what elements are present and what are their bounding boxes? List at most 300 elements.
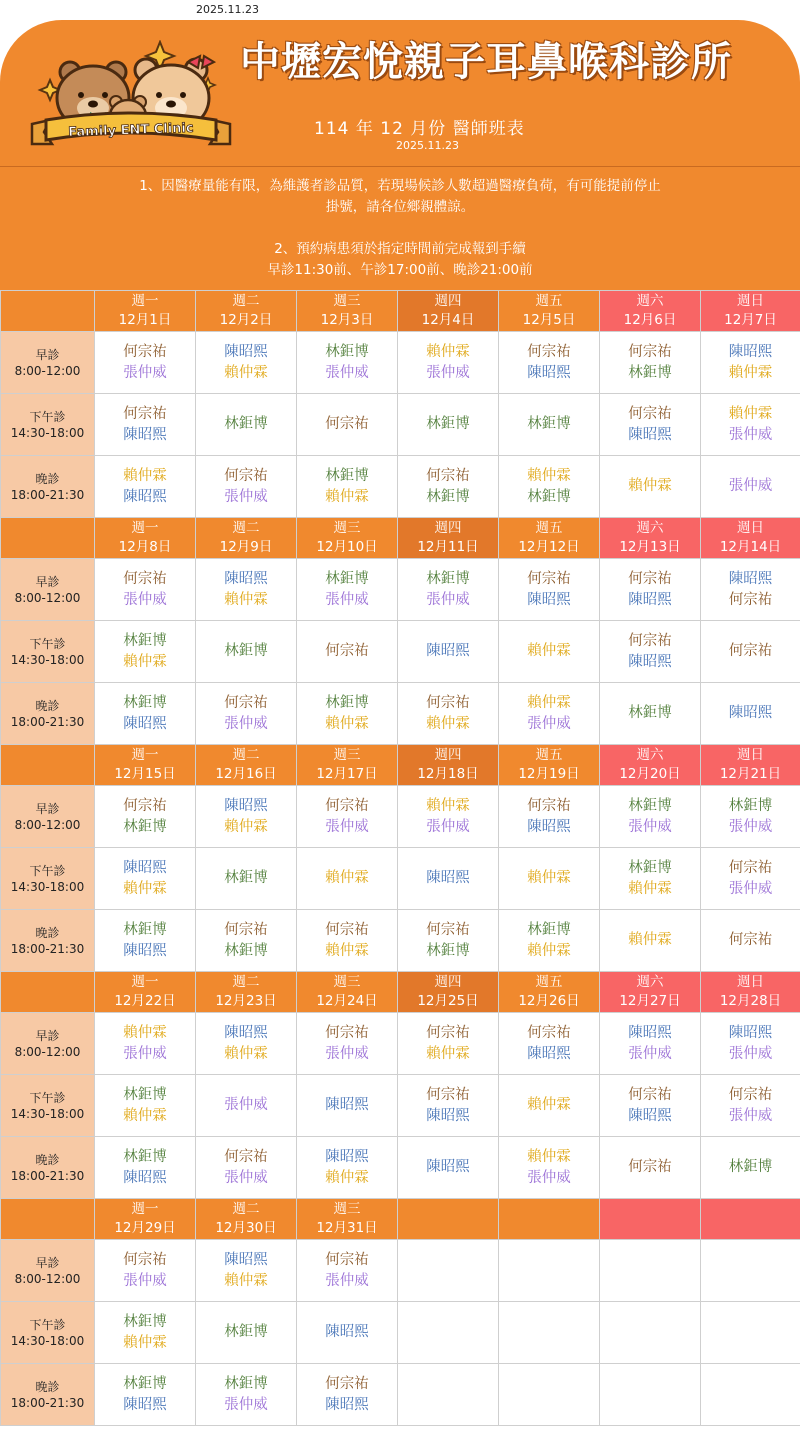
day-header	[398, 518, 499, 559]
schedule-cell	[297, 683, 398, 745]
doctor-name: 何宗祐	[628, 343, 672, 360]
schedule-cell	[701, 786, 800, 848]
weekday-label: 週四	[434, 747, 462, 763]
weekday-label: 週一	[131, 1201, 159, 1217]
schedule-cell	[701, 910, 800, 972]
doctor-name: 林鉅博	[728, 1159, 773, 1175]
session-time: 18:00-21:30	[10, 941, 85, 956]
weekday-label: 週四	[434, 974, 462, 990]
schedule-cell	[297, 1013, 398, 1075]
doctor-name: 張仲威	[224, 1396, 268, 1413]
doctor-name: 陳昭熙	[123, 1396, 167, 1413]
session-label	[1, 1240, 95, 1302]
doctor-name: 賴仲霖	[123, 1024, 167, 1041]
doctor-name: 張仲威	[728, 880, 773, 897]
doctor-name: 陳昭熙	[628, 1107, 672, 1124]
doctor-name: 何宗祐	[426, 1086, 470, 1103]
doctor-name: 林鉅博	[123, 1375, 167, 1392]
doctor-name: 陳昭熙	[123, 426, 167, 443]
doctor-name: 賴仲霖	[325, 942, 369, 959]
doctor-name: 林鉅博	[426, 570, 470, 587]
date-label: 12月19日	[518, 766, 580, 782]
schedule-cell	[95, 456, 196, 518]
day-header	[398, 1199, 499, 1240]
doctor-name: 林鉅博	[426, 416, 470, 432]
session-name: 晚診	[35, 698, 60, 713]
session-row	[1, 621, 800, 683]
doctor-name: 何宗祐	[728, 1086, 773, 1103]
date-label: 12月9日	[219, 539, 273, 555]
notice-line: 1、因醫療量能有限，為維護者診品質，若現場候診人數超過醫療負荷，有可能提前停止	[139, 178, 661, 194]
schedule-cell	[398, 456, 499, 518]
weekday-label: 週五	[535, 293, 563, 309]
day-header	[95, 518, 196, 559]
schedule-cell	[95, 1137, 196, 1199]
day-header	[499, 745, 600, 786]
weekday-label: 週四	[434, 293, 462, 309]
header-corner	[1, 518, 95, 559]
schedule-cell	[196, 1302, 297, 1364]
date-label: 12月17日	[316, 766, 378, 782]
doctor-name: 林鉅博	[325, 467, 369, 484]
doctor-name: 陳昭熙	[325, 1097, 369, 1113]
session-label	[1, 1364, 95, 1426]
doctor-name: 張仲威	[123, 591, 167, 608]
doctor-name: 林鉅博	[628, 705, 672, 721]
schedule-cell	[600, 683, 701, 745]
date-label: 12月24日	[316, 993, 378, 1009]
day-header	[95, 291, 196, 332]
day-header	[499, 972, 600, 1013]
doctor-name: 賴仲霖	[527, 870, 571, 886]
schedule-cell	[398, 786, 499, 848]
week-header-row	[1, 291, 800, 332]
doctor-name: 賴仲霖	[426, 797, 470, 814]
schedule-cell	[600, 1137, 701, 1199]
week-header-row	[1, 1199, 800, 1240]
doctor-name: 林鉅博	[123, 694, 167, 711]
doctor-name: 張仲威	[224, 488, 268, 505]
day-header	[701, 972, 800, 1013]
session-time: 14:30-18:00	[10, 425, 85, 440]
schedule-cell	[600, 1013, 701, 1075]
session-row	[1, 1137, 800, 1199]
schedule-cell	[398, 910, 499, 972]
schedule-cell	[196, 848, 297, 910]
date-label: 12月23日	[215, 993, 277, 1009]
weekday-label: 週日	[737, 293, 764, 309]
day-header	[196, 745, 297, 786]
schedule-cell	[196, 621, 297, 683]
schedule-cell	[398, 1075, 499, 1137]
page-subtitle: 114 年 12 月份 醫師班表	[314, 119, 525, 139]
doctor-name: 陳昭熙	[123, 1169, 167, 1186]
doctor-name: 張仲威	[325, 591, 369, 608]
doctor-name: 張仲威	[628, 818, 672, 835]
schedule-cell	[701, 559, 800, 621]
doctor-name: 何宗祐	[325, 1251, 369, 1268]
date-label: 12月10日	[316, 539, 378, 555]
date-label: 12月30日	[215, 1220, 277, 1236]
doctor-name: 林鉅博	[123, 632, 167, 649]
session-name: 下午診	[29, 863, 66, 878]
doctor-name: 何宗祐	[728, 591, 773, 608]
doctor-name: 陳昭熙	[728, 705, 773, 721]
doctor-name: 林鉅博	[224, 870, 268, 886]
doctor-name: 賴仲霖	[224, 364, 268, 381]
weekday-label: 週六	[636, 293, 664, 309]
notice-line: 早診11:30前、午診17:00前、晚診21:00前	[267, 262, 533, 278]
doctor-name: 賴仲霖	[224, 1272, 268, 1289]
day-header	[600, 518, 701, 559]
doctor-name: 林鉅博	[628, 364, 672, 381]
session-name: 下午診	[29, 636, 66, 651]
weekday-label: 週六	[636, 747, 664, 763]
session-row	[1, 1013, 800, 1075]
schedule-cell	[398, 394, 499, 456]
day-header	[398, 745, 499, 786]
session-label	[1, 910, 95, 972]
schedule-cell	[297, 621, 398, 683]
schedule-cell	[499, 1075, 600, 1137]
doctor-name: 林鉅博	[628, 797, 672, 814]
schedule-cell	[95, 1240, 196, 1302]
session-row	[1, 910, 800, 972]
day-header	[600, 1199, 701, 1240]
schedule-cell	[196, 1240, 297, 1302]
day-header	[600, 291, 701, 332]
schedule-cell	[398, 559, 499, 621]
schedule-cell	[499, 559, 600, 621]
doctor-name: 何宗祐	[628, 632, 672, 649]
session-label	[1, 786, 95, 848]
doctor-name: 林鉅博	[224, 1324, 268, 1340]
day-header	[499, 291, 600, 332]
session-name: 下午診	[29, 409, 66, 424]
day-header	[95, 1199, 196, 1240]
session-row	[1, 683, 800, 745]
schedule-cell	[196, 1364, 297, 1426]
day-header	[297, 972, 398, 1013]
schedule-cell	[499, 683, 600, 745]
schedule-cell	[499, 621, 600, 683]
doctor-name: 何宗祐	[426, 694, 470, 711]
schedule-cell	[600, 786, 701, 848]
doctor-name: 張仲威	[224, 715, 268, 732]
session-label	[1, 621, 95, 683]
doctor-name: 何宗祐	[325, 643, 369, 659]
doctor-name: 陳昭熙	[628, 591, 672, 608]
doctor-name: 張仲威	[224, 1169, 268, 1186]
schedule-cell	[398, 1302, 499, 1364]
schedule-cell	[499, 332, 600, 394]
doctor-name: 林鉅博	[325, 694, 369, 711]
session-name: 晚診	[35, 471, 60, 486]
session-label	[1, 1302, 95, 1364]
session-time: 18:00-21:30	[10, 714, 85, 729]
session-time: 18:00-21:30	[10, 1395, 85, 1410]
schedule-cell	[297, 1240, 398, 1302]
doctor-name: 何宗祐	[123, 570, 167, 587]
session-label	[1, 1075, 95, 1137]
date-label: 12月26日	[518, 993, 580, 1009]
weekday-label: 週日	[737, 747, 764, 763]
schedule-cell	[398, 621, 499, 683]
schedule-cell	[398, 1240, 499, 1302]
session-time: 8:00-12:00	[14, 817, 81, 832]
date-label: 12月12日	[518, 539, 580, 555]
schedule-cell	[701, 1013, 800, 1075]
week-header-row	[1, 745, 800, 786]
date-label: 12月21日	[719, 766, 782, 782]
session-time: 18:00-21:30	[10, 1168, 85, 1183]
weekday-label: 週二	[232, 520, 260, 536]
doctor-name: 張仲威	[123, 1045, 167, 1062]
schedule-cell	[499, 1137, 600, 1199]
date-label: 12月25日	[417, 993, 479, 1009]
doctor-name: 何宗祐	[123, 405, 167, 422]
doctor-name: 張仲威	[728, 478, 773, 494]
doctor-name: 何宗祐	[628, 1159, 672, 1175]
date-label: 12月15日	[114, 766, 176, 782]
schedule-cell	[95, 786, 196, 848]
doctor-name: 林鉅博	[224, 416, 268, 432]
date-label: 12月2日	[219, 312, 273, 328]
doctor-name: 林鉅博	[123, 818, 167, 835]
doctor-name: 賴仲霖	[628, 880, 672, 897]
session-name: 早診	[35, 1255, 60, 1270]
schedule-cell	[701, 1137, 800, 1199]
doctor-name: 賴仲霖	[325, 1169, 369, 1186]
weekday-label: 週四	[434, 520, 462, 536]
schedule-cell	[600, 848, 701, 910]
schedule-cell	[600, 1240, 701, 1302]
top-date: 2025.11.23	[196, 3, 259, 16]
session-row	[1, 786, 800, 848]
session-row	[1, 848, 800, 910]
doctor-name: 張仲威	[123, 1272, 167, 1289]
doctor-name: 賴仲霖	[527, 643, 571, 659]
header-date: 2025.11.23	[396, 139, 459, 152]
session-row	[1, 559, 800, 621]
date-label: 12月1日	[118, 312, 172, 328]
doctor-name: 何宗祐	[728, 859, 773, 876]
doctor-name: 張仲威	[628, 1045, 672, 1062]
doctor-name: 陳昭熙	[224, 797, 268, 814]
schedule-cell	[297, 786, 398, 848]
schedule-cell	[499, 1240, 600, 1302]
doctor-name: 林鉅博	[224, 643, 268, 659]
doctor-name: 陳昭熙	[728, 343, 773, 360]
doctor-name: 陳昭熙	[728, 1024, 773, 1041]
day-header	[196, 972, 297, 1013]
doctor-name: 林鉅博	[628, 859, 672, 876]
schedule-cell	[398, 683, 499, 745]
doctor-name: 何宗祐	[628, 405, 672, 422]
doctor-name: 陳昭熙	[527, 818, 571, 835]
schedule-cell	[499, 910, 600, 972]
doctor-name: 林鉅博	[224, 942, 268, 959]
doctor-name: 張仲威	[426, 818, 470, 835]
weekday-label: 週三	[333, 974, 361, 990]
doctor-name: 何宗祐	[325, 921, 369, 938]
doctor-name: 何宗祐	[426, 467, 470, 484]
date-label: 12月4日	[421, 312, 475, 328]
date-label: 12月7日	[724, 312, 777, 328]
doctor-name: 林鉅博	[728, 797, 773, 814]
session-label	[1, 332, 95, 394]
day-header	[499, 518, 600, 559]
doctor-name: 林鉅博	[527, 921, 571, 938]
doctor-name: 張仲威	[325, 1045, 369, 1062]
weekday-label: 週二	[232, 974, 260, 990]
schedule-cell	[701, 332, 800, 394]
doctor-name: 林鉅博	[224, 1375, 268, 1392]
schedule-cell	[701, 1075, 800, 1137]
session-time: 8:00-12:00	[14, 590, 81, 605]
schedule-cell	[600, 1302, 701, 1364]
doctor-name: 何宗祐	[224, 694, 268, 711]
doctor-name: 陳昭熙	[224, 1024, 268, 1041]
weekday-label: 週三	[333, 1201, 361, 1217]
schedule-cell	[600, 1075, 701, 1137]
schedule-table	[0, 290, 800, 1426]
schedule-cell	[95, 559, 196, 621]
session-time: 14:30-18:00	[10, 879, 85, 894]
day-header	[701, 291, 800, 332]
doctor-name: 賴仲霖	[123, 1107, 167, 1124]
session-name: 早診	[35, 347, 60, 362]
session-row	[1, 1364, 800, 1426]
session-time: 8:00-12:00	[14, 1271, 81, 1286]
schedule-cell	[95, 621, 196, 683]
doctor-name: 張仲威	[426, 591, 470, 608]
session-name: 晚診	[35, 1152, 60, 1167]
doctor-name: 賴仲霖	[728, 364, 773, 381]
doctor-name: 賴仲霖	[426, 343, 470, 360]
doctor-name: 張仲威	[325, 364, 369, 381]
day-header	[701, 745, 800, 786]
day-header	[95, 745, 196, 786]
doctor-name: 張仲威	[527, 715, 571, 732]
weekday-label: 週五	[535, 974, 563, 990]
day-header	[398, 972, 499, 1013]
schedule-cell	[701, 1302, 800, 1364]
weekday-label: 週二	[232, 293, 260, 309]
day-header	[297, 1199, 398, 1240]
doctor-name: 賴仲霖	[224, 818, 268, 835]
doctor-name: 張仲威	[325, 818, 369, 835]
schedule-cell	[297, 332, 398, 394]
week-header-row	[1, 518, 800, 559]
doctor-name: 張仲威	[325, 1272, 369, 1289]
doctor-name: 林鉅博	[123, 1148, 167, 1165]
schedule-cell	[95, 1013, 196, 1075]
session-row	[1, 456, 800, 518]
schedule-cell	[196, 1075, 297, 1137]
doctor-name: 陳昭熙	[123, 859, 167, 876]
schedule-cell	[297, 456, 398, 518]
schedule-cell	[398, 1013, 499, 1075]
doctor-name: 張仲威	[728, 1107, 773, 1124]
date-label: 12月5日	[522, 312, 576, 328]
schedule-cell	[196, 394, 297, 456]
doctor-name: 張仲威	[728, 1045, 773, 1062]
session-name: 晚診	[35, 1379, 60, 1394]
doctor-name: 賴仲霖	[728, 405, 773, 422]
doctor-name: 林鉅博	[123, 921, 167, 938]
doctor-name: 林鉅博	[527, 416, 571, 432]
date-label: 12月27日	[619, 993, 681, 1009]
doctor-name: 賴仲霖	[628, 478, 672, 494]
date-label: 12月6日	[623, 312, 677, 328]
session-time: 8:00-12:00	[14, 1044, 81, 1059]
doctor-name: 陳昭熙	[628, 426, 672, 443]
doctor-name: 何宗祐	[224, 467, 268, 484]
session-label	[1, 683, 95, 745]
session-label	[1, 1013, 95, 1075]
page-title: 中壢宏悅親子耳鼻喉科診所	[240, 39, 732, 85]
date-label: 12月13日	[619, 539, 681, 555]
schedule-cell	[600, 1364, 701, 1426]
doctor-name: 賴仲霖	[325, 715, 369, 732]
logo-text: Family ENT Clinic	[68, 120, 194, 141]
day-header	[600, 745, 701, 786]
session-time: 14:30-18:00	[10, 1106, 85, 1121]
session-label	[1, 456, 95, 518]
weekday-label: 週一	[131, 520, 159, 536]
session-label	[1, 559, 95, 621]
session-label	[1, 394, 95, 456]
schedule-cell	[499, 848, 600, 910]
schedule-cell	[600, 910, 701, 972]
schedule-cell	[297, 1075, 398, 1137]
date-label: 12月8日	[118, 539, 172, 555]
doctor-name: 張仲威	[123, 364, 167, 381]
schedule-cell	[297, 1302, 398, 1364]
weekday-label: 週三	[333, 293, 361, 309]
date-label: 12月28日	[719, 993, 782, 1009]
schedule-cell	[701, 621, 800, 683]
schedule-cell	[196, 1137, 297, 1199]
doctor-name: 陳昭熙	[325, 1148, 369, 1165]
doctor-name: 賴仲霖	[123, 880, 167, 897]
date-label: 12月29日	[114, 1220, 176, 1236]
schedule-cell	[499, 786, 600, 848]
schedule-cell	[297, 1364, 398, 1426]
day-header	[95, 972, 196, 1013]
schedule-cell	[196, 683, 297, 745]
schedule-cell	[196, 1013, 297, 1075]
date-label: 12月22日	[114, 993, 176, 1009]
day-header	[600, 972, 701, 1013]
date-label: 12月11日	[417, 539, 479, 555]
doctor-name: 何宗祐	[325, 1375, 369, 1392]
schedule-cell	[701, 1364, 800, 1426]
session-name: 下午診	[29, 1317, 66, 1332]
doctor-name: 林鉅博	[325, 570, 369, 587]
day-header	[297, 291, 398, 332]
weekday-label: 週五	[535, 520, 563, 536]
doctor-name: 陳昭熙	[224, 1251, 268, 1268]
doctor-name: 張仲威	[224, 1097, 268, 1113]
session-row	[1, 1075, 800, 1137]
header-corner	[1, 745, 95, 786]
schedule-cell	[196, 559, 297, 621]
weekday-label: 週二	[232, 1201, 260, 1217]
session-row	[1, 1302, 800, 1364]
day-header	[398, 291, 499, 332]
